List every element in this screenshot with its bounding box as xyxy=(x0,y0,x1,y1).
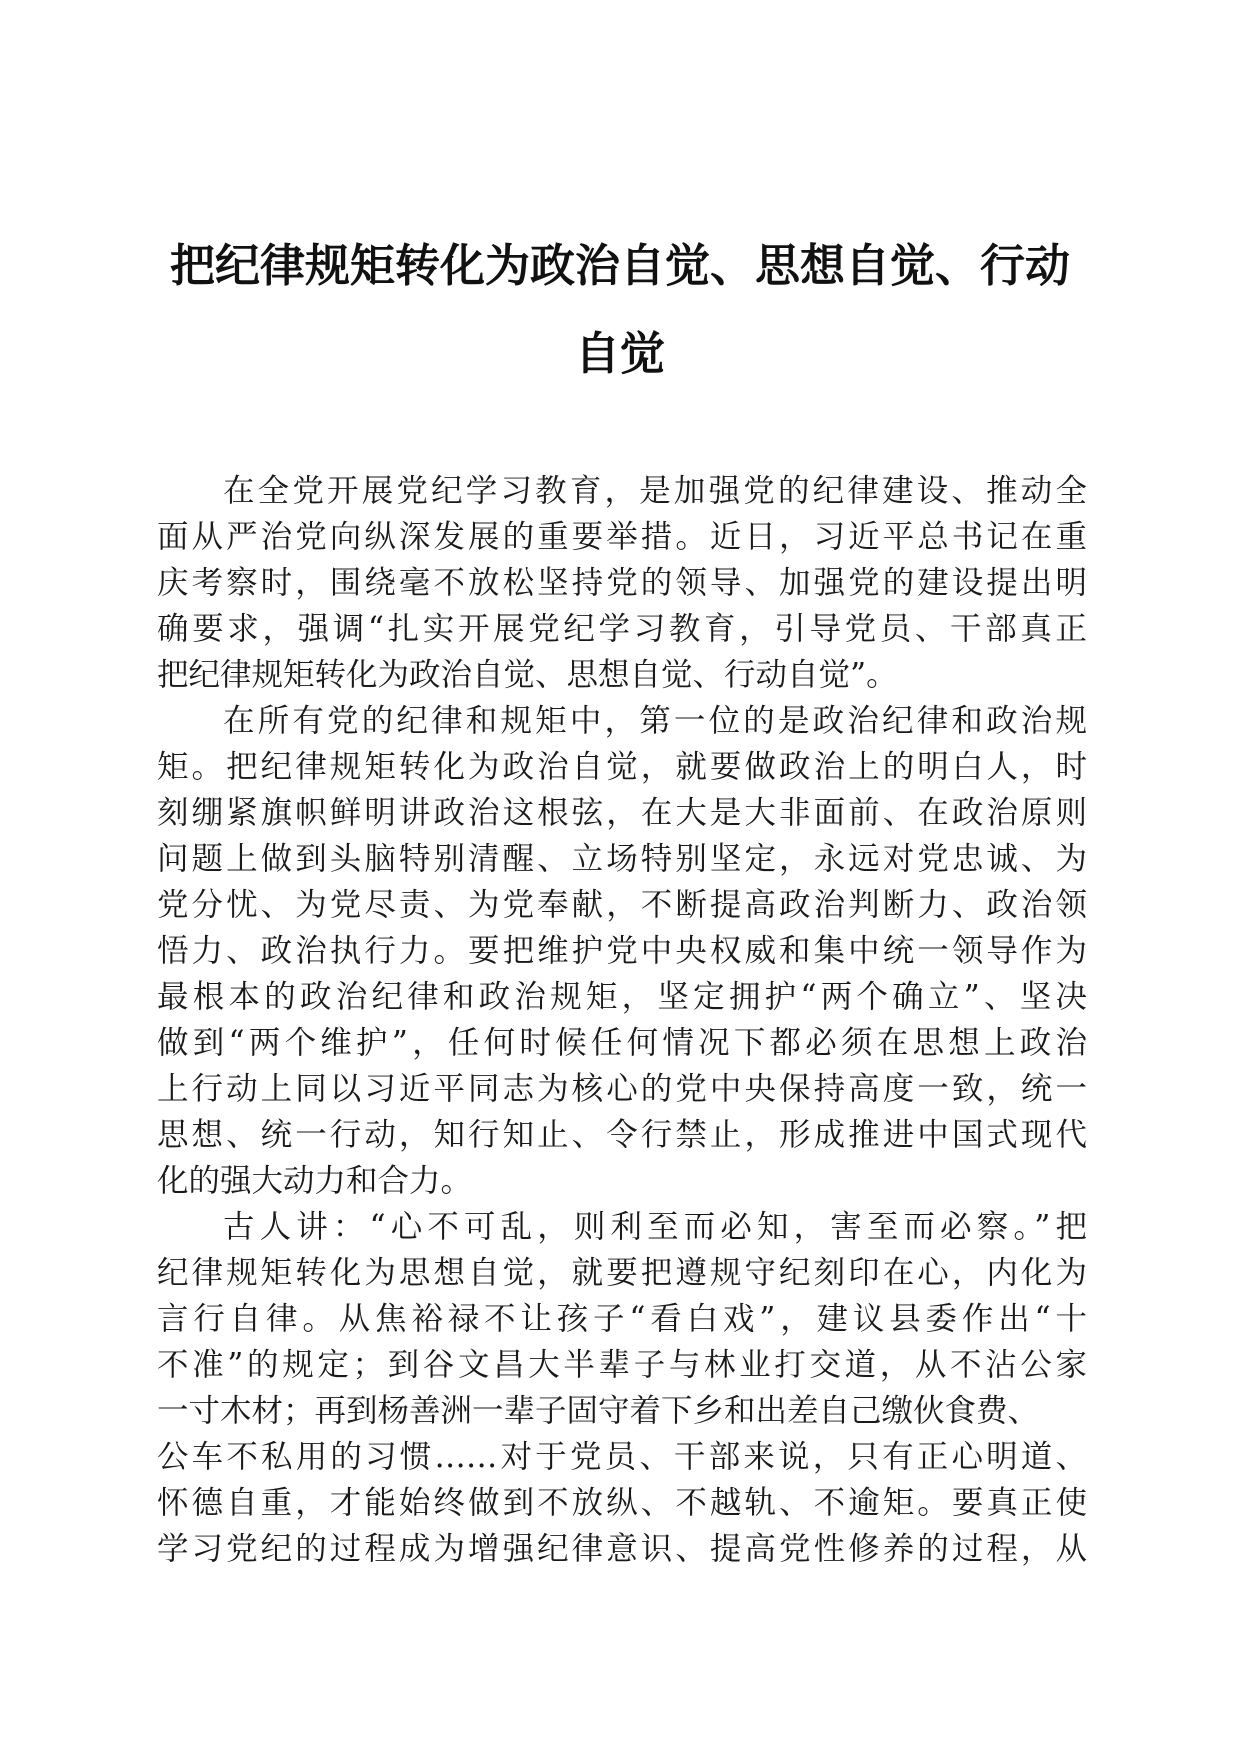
text-line: 在所有党的纪律和规矩中，第一位的是政治纪律和政治规 xyxy=(223,703,1087,739)
text-line: 最根本的政治纪律和政治规矩，坚定拥护“两个确立”、坚决 xyxy=(157,979,1087,1015)
text-line: 面从严治党向纵深发展的重要举措。近日，习近平总书记在重 xyxy=(157,519,1087,555)
text-line: 不准”的规定；到谷文昌大半辈子与林业打交道，从不沾公家 xyxy=(157,1347,1087,1383)
text-line: 化的强大动力和合力。 xyxy=(157,1163,473,1199)
paragraph-1 xyxy=(157,468,1087,698)
document-title xyxy=(150,222,1090,398)
title-line: 把纪律规矩转化为政治自觉、思想自觉、行动 xyxy=(169,239,1070,292)
text-line: 学习党纪的过程成为增强纪律意识、提高党性修养的过程，从 xyxy=(157,1531,1087,1567)
text-line: 公车不私用的习惯……对于党员、干部来说，只有正心明道、 xyxy=(157,1439,1087,1475)
paragraph-2 xyxy=(157,698,1087,1204)
text-line: 问题上做到头脑特别清醒、立场特别坚定，永远对党忠诚、为 xyxy=(157,841,1087,877)
text-line: 一寸木材；再到杨善洲一辈子固守着下乡和出差自己缴伙食费、 xyxy=(157,1393,1040,1429)
paragraph-3 xyxy=(157,1204,1087,1572)
text-line: 纪律规矩转化为思想自觉，就要把遵规守纪刻印在心，内化为 xyxy=(157,1255,1087,1291)
text-line: 庆考察时，围绕毫不放松坚持党的领导、加强党的建设提出明 xyxy=(157,565,1087,601)
text-line: 怀德自重，才能始终做到不放纵、不越轨、不逾矩。要真正使 xyxy=(157,1485,1087,1521)
text-line: 思想、统一行动，知行知止、令行禁止，形成推进中国式现代 xyxy=(157,1117,1087,1153)
text-line: 刻绷紧旗帜鲜明讲政治这根弦，在大是大非面前、在政治原则 xyxy=(157,795,1087,831)
text-line: 矩。把纪律规矩转化为政治自觉，就要做政治上的明白人，时 xyxy=(157,749,1087,785)
title-line: 自觉 xyxy=(574,327,665,380)
text-line: 党分忧、为党尽责、为党奉献，不断提高政治判断力、政治领 xyxy=(157,887,1087,923)
text-line: 言行自律。从焦裕禄不让孩子“看白戏”，建议县委作出“十 xyxy=(157,1301,1087,1337)
text-line: 古人讲：“心不可乱，则利至而必知，害至而必察。”把 xyxy=(223,1209,1087,1245)
document-body xyxy=(157,468,1087,1572)
text-line: 上行动上同以习近平同志为核心的党中央保持高度一致，统一 xyxy=(157,1071,1087,1107)
text-line: 把纪律规矩转化为政治自觉、思想自觉、行动自觉”。 xyxy=(157,657,898,693)
text-line: 做到“两个维护”，任何时候任何情况下都必须在思想上政治 xyxy=(157,1025,1087,1061)
text-line: 悟力、政治执行力。要把维护党中央权威和集中统一领导作为 xyxy=(157,933,1087,969)
text-line: 在全党开展党纪学习教育，是加强党的纪律建设、推动全 xyxy=(223,473,1087,509)
text-line: 确要求，强调“扎实开展党纪学习教育，引导党员、干部真正 xyxy=(157,611,1087,647)
